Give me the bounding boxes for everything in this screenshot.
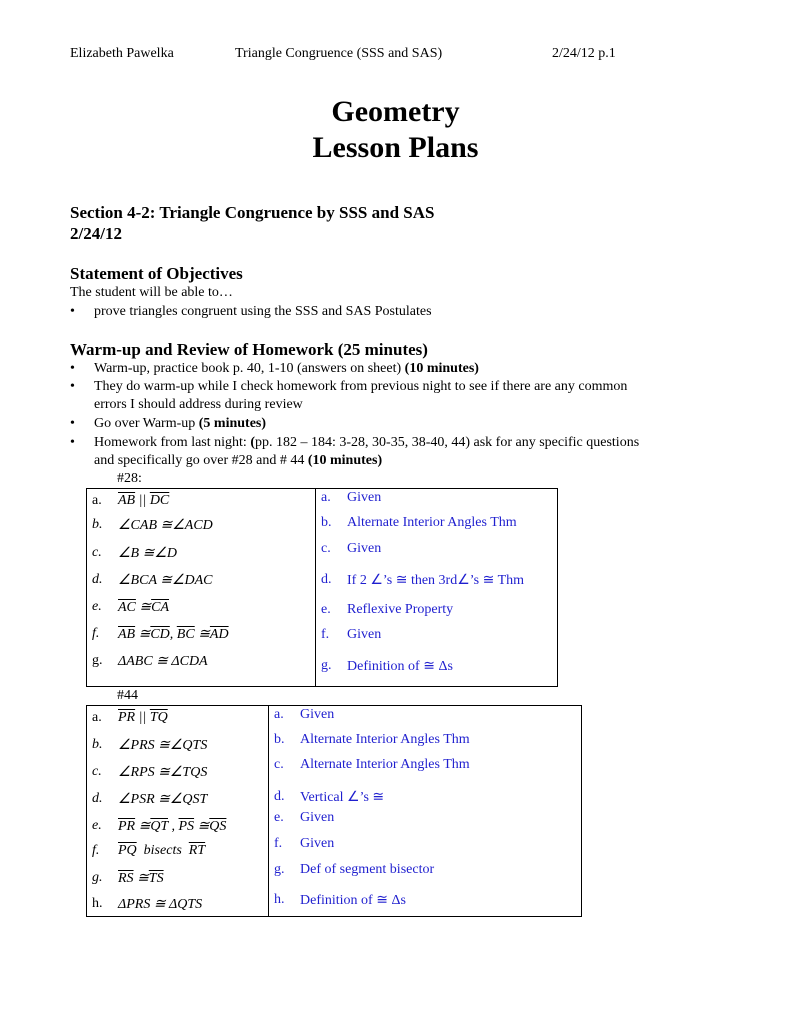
warmup-time-1: (10 minutes) [404,361,479,376]
row-letter: g. [92,870,103,885]
header-author: Elizabeth Pawelka [70,46,174,61]
row-letter: c. [92,545,102,560]
row-letter: e. [321,602,331,617]
reason-text: Vertical ∠’s ≅ [300,790,385,805]
reason-text: Alternate Interior Angles Thm [300,757,470,772]
segment-ps: $\overline{PS}$ [178,819,195,834]
reason-text: Given [347,541,382,556]
reason-text: Definition of ≅ Δs [347,659,453,674]
segment-qs: $\overline{QS}$ [209,819,227,834]
warmup-bullet-2 [70,379,750,415]
reason-text: Given [300,810,335,825]
segment-ca: $\overline{CA}$ [151,600,170,615]
row-letter: g. [274,862,285,877]
warmup-time-3: (5 minutes) [198,416,267,431]
row-letter: g. [92,653,103,668]
objectives-intro: The student will be able to… [70,285,233,300]
row-letter: b. [274,732,285,747]
parallel-symbol: || [135,493,150,508]
header-topic: Triangle Congruence (SSS and SAS) [235,46,443,61]
warmup-bullet-3 [70,416,710,434]
row-letter: h. [92,896,103,911]
warmup-text-1: Warm-up, practice book p. 40, 1-10 (answers on sheet) [94,361,405,376]
row-letter: g. [321,658,332,673]
row-letter: a. [321,490,331,505]
statement-text: ΔABC ≅ ΔCDA [118,654,208,669]
statement-text: ∠BCA ≅∠DAC [118,573,213,588]
congruent-symbol: ≅ [194,819,210,834]
warmup-time-4: (10 minutes) [307,453,383,468]
reason-text: Given [300,707,335,722]
row-letter: d. [321,572,332,587]
proof28-divider [315,489,316,686]
row-letter: d. [92,791,103,806]
page-title-line1: Geometry [331,95,460,128]
row-letter: d. [274,789,285,804]
row-letter: e. [92,599,102,614]
row-letter: b. [321,515,332,530]
row-letter: b. [92,517,103,532]
objectives-heading: Statement of Objectives [70,264,243,283]
statement-text: ∠B ≅∠D [118,546,177,561]
row-letter: b. [92,737,103,752]
bullet-icon: • [70,416,75,431]
section-date: 2/24/12 [70,224,122,243]
segment-tq: $\overline{TQ}$ [149,710,168,725]
warmup-text-2a: They do warm-up while I check homework from previous night to see if there are any common [94,379,628,394]
row-letter: a. [274,707,284,722]
warmup-text-3: Go over Warm-up [94,416,199,431]
row-letter: f. [92,843,100,858]
segment-ad: $\overline{AD}$ [209,627,229,642]
segment-ts: $\overline{TS}$ [148,871,164,886]
warmup-text-2b: errors I should address during review [94,397,303,412]
statement-text: ΔPRS ≅ ΔQTS [118,897,203,912]
warmup-bullet-4 [70,435,750,471]
header-date-page: 2/24/12 p.1 [552,46,616,61]
row-letter: h. [274,892,285,907]
congruent-symbol: ≅ [135,600,152,615]
segment-rs: $\overline{RS}$ [118,871,134,886]
separator: , [169,627,177,642]
congruent-symbol: ≅ [135,819,151,834]
page-title-line2: Lesson Plans [312,131,479,164]
reason-text: Given [300,836,335,851]
statement-text: ∠PRS ≅∠QTS [118,738,208,753]
row-letter: f. [321,627,330,642]
segment-ab: $\overline{AB}$ [118,493,136,508]
segment-pq: $\overline{PQ}$ [118,843,137,858]
separator: , [168,819,179,834]
bullet-icon: • [70,379,75,394]
objective-bullet [70,304,670,322]
warmup-text-4a-pre: Homework from last night: [94,435,251,450]
congruent-symbol: ≅ [133,871,149,886]
segment-pr: $\overline{PR}$ [118,819,136,834]
segment-qt: $\overline{QT}$ [150,819,168,834]
statement-text: ∠RPS ≅∠TQS [118,765,208,780]
objective-text: prove triangles congruent using the SSS and SAS Postulates [94,304,432,319]
segment-ac: $\overline{AC}$ [118,600,136,615]
reason-text: If 2 ∠’s ≅ then 3rd∠’s ≅ Thm [347,573,525,588]
proof28-table [86,488,558,687]
reason-text: Reflexive Property [347,602,454,617]
bullet-icon: • [70,435,75,450]
segment-pr: $\overline{PR}$ [118,710,136,725]
proof44-label: #44 [117,688,138,703]
proof28-label: #28: [117,471,142,486]
reason-text: Given [347,627,382,642]
reason-text: Alternate Interior Angles Thm [347,515,517,530]
segment-cd: $\overline{CD}$ [150,627,170,642]
row-letter: f. [274,836,283,851]
warmup-heading: Warm-up and Review of Homework (25 minutes) [70,340,428,359]
reason-text: Definition of ≅ Δs [300,893,406,908]
row-letter: c. [92,764,102,779]
congruent-symbol: ≅ [194,627,210,642]
row-letter: c. [274,757,284,772]
proof44-table [86,705,582,917]
warmup-text-4a-post: pp. 182 – 184: 3-28, 30-35, 38-40, 44) ask for any specific questions [254,435,640,450]
statement-text: ∠CAB ≅∠ACD [118,518,213,533]
warmup-bullet-1 [70,361,710,379]
congruent-symbol: ≅ [135,627,151,642]
bisects-text: bisects [136,843,189,858]
row-letter: a. [92,493,102,508]
segment-rt: $\overline{RT}$ [188,843,206,858]
warmup-text-4a-bold: ( [250,435,255,450]
row-letter: e. [274,810,284,825]
statement-text: ∠PSR ≅∠QST [118,792,208,807]
segment-ab: $\overline{AB}$ [118,627,136,642]
row-letter: c. [321,541,331,556]
parallel-symbol: || [135,710,150,725]
segment-bc: $\overline{BC}$ [176,627,195,642]
bullet-icon: • [70,361,75,376]
segment-dc: $\overline{DC}$ [149,493,170,508]
row-letter: a. [92,710,102,725]
reason-text: Alternate Interior Angles Thm [300,732,470,747]
row-letter: d. [92,572,103,587]
bullet-icon: • [70,304,75,319]
row-letter: e. [92,818,102,833]
proof44-divider [268,706,269,916]
row-letter: f. [92,626,100,641]
reason-text: Given [347,490,382,505]
warmup-text-4b: and specifically go over #28 and # 44 [94,453,308,468]
section-heading: Section 4-2: Triangle Congruence by SSS and SAS [70,203,435,222]
reason-text: Def of segment bisector [300,862,435,877]
